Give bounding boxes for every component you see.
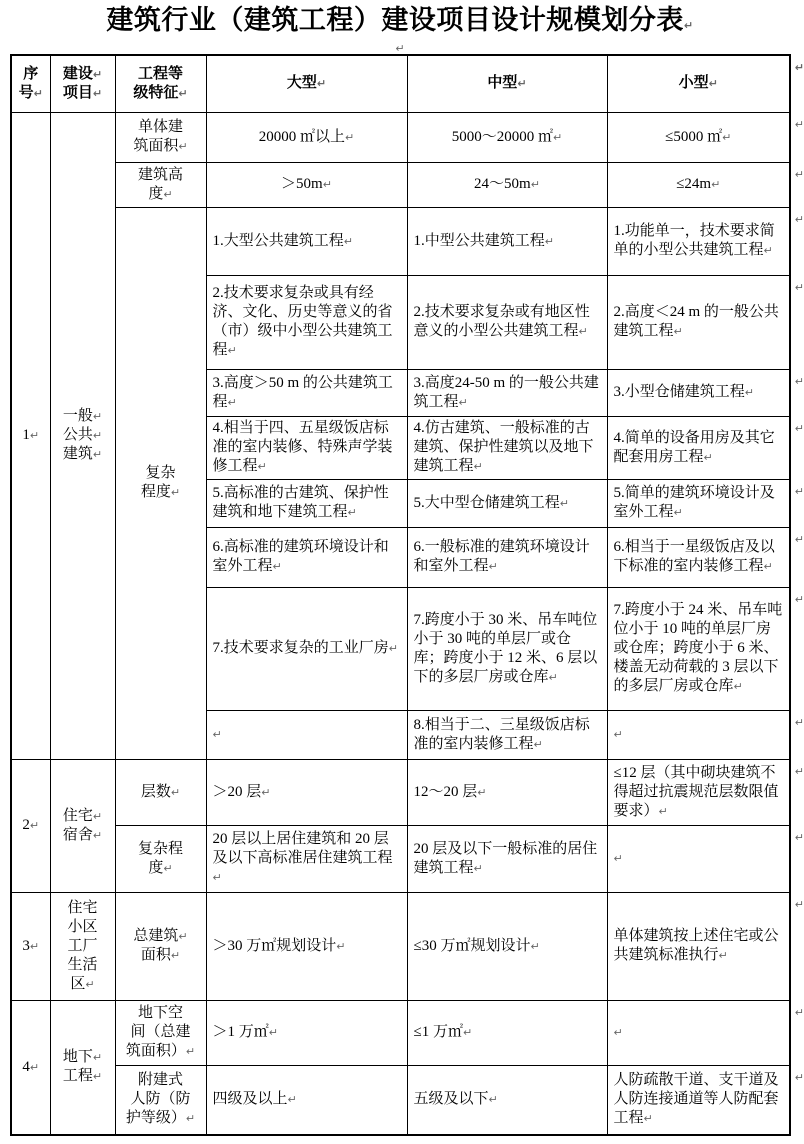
- paragraph-mark: ↵: [92, 448, 103, 461]
- header-small: [607, 55, 804, 112]
- header-text: 小型↵: [678, 75, 718, 92]
- cell-complex2-small: [607, 275, 804, 369]
- cell-text: 20 层及以下一般标准的居住建筑工程↵: [413, 840, 598, 876]
- paragraph-mark: ↵: [794, 715, 804, 729]
- cell-complex8-small: [607, 710, 804, 759]
- cell-grade-civildef: [115, 1065, 206, 1135]
- paragraph-mark: ↵: [533, 737, 543, 751]
- cell-complex-s2-small: [607, 825, 804, 892]
- table-row: [11, 207, 790, 275]
- cell-text: 4.相当于四、五星级饭店标准的室内装修、特殊声学装修工程↵: [212, 420, 393, 474]
- paragraph-mark: ↵: [227, 395, 237, 409]
- paragraph-mark: ↵: [170, 486, 181, 499]
- cell-complex6-large: [206, 527, 407, 587]
- paragraph-mark: ↵: [794, 374, 804, 388]
- cell-project-2: [50, 759, 115, 892]
- paragraph-mark: ↵: [92, 828, 103, 842]
- cell-complex5-small: [607, 479, 804, 527]
- paragraph-mark: ↵: [178, 140, 188, 153]
- paragraph-mark: ↵: [261, 785, 271, 799]
- paragraph-mark: ↵: [794, 1005, 804, 1019]
- paragraph-mark: ↵: [92, 67, 103, 81]
- paragraph-mark: ↵: [395, 42, 405, 55]
- cell-text: 层数↵: [140, 783, 181, 800]
- cell-text: 五级及以下↵: [413, 1091, 498, 1108]
- paragraph-mark: ↵: [794, 897, 804, 911]
- cell-complex1-small: [607, 207, 804, 275]
- cell-text: 地下空 间（总建 筑面积）↵: [125, 1005, 196, 1059]
- cell-complex4-medium: [407, 416, 607, 479]
- cell-text: 24～50m↵: [474, 176, 540, 192]
- cell-text: 7.技术要求复杂的工业厂房↵: [212, 640, 398, 656]
- paragraph-mark: [795, 372, 804, 391]
- cell-complex1-medium: [407, 207, 607, 275]
- paragraph-mark: ↵: [316, 77, 327, 91]
- paragraph-mark: [795, 210, 804, 229]
- paragraph-mark: [795, 58, 804, 77]
- paragraph-mark: ↵: [673, 325, 683, 338]
- paragraph-mark: ↵: [794, 532, 804, 546]
- paragraph-mark: ↵: [185, 1045, 196, 1058]
- paragraph-mark: ↵: [530, 178, 540, 191]
- paragraph-mark: ↵: [212, 728, 222, 741]
- paragraph-mark: ↵: [703, 450, 713, 464]
- paragraph-mark: ↵: [473, 460, 483, 473]
- cell-text: 20 层以上居住建筑和 20 层及以下高标准居住建筑工程↵: [212, 831, 393, 884]
- paragraph-mark: ↵: [488, 560, 498, 573]
- cell-text: 3.高度24-50 m 的一般公共建筑工程↵: [413, 374, 599, 410]
- cell-text: 四级及以上↵: [212, 1091, 297, 1108]
- cell-text: ≤5000 ㎡↵: [665, 128, 732, 145]
- cell-serial-2: [11, 759, 50, 892]
- paragraph-mark: ↵: [683, 19, 694, 32]
- paragraph-mark: ↵: [643, 1112, 653, 1126]
- paragraph-mark: ↵: [763, 560, 773, 573]
- page-title: 建筑行业（建筑工程）建设项目设计规模划分表↵: [106, 5, 694, 35]
- cell-text: 7.跨度小于 24 米、吊车吨位小于 10 吨的单层厂房或仓库；跨度小于 6 米、楼盖无动荷载的 3 层以下的多层厂房或仓库↵: [613, 602, 783, 694]
- cell-complex3-large: [206, 369, 407, 416]
- cell-text: 一般↵ 公共↵ 建筑↵: [62, 408, 103, 462]
- cell-height-small: [607, 162, 804, 207]
- cell-height-medium: [407, 162, 607, 207]
- cell-text: 2.高度＜24 m 的一般公共建筑工程↵: [613, 304, 779, 339]
- header-text: 中型↵: [487, 75, 527, 92]
- cell-complex4-large: [206, 416, 407, 479]
- cell-underground-large: [206, 1000, 407, 1065]
- table-row: [11, 1065, 790, 1135]
- paragraph-mark: ↵: [178, 930, 188, 943]
- cell-text: 20000 ㎡以上↵: [258, 128, 355, 145]
- paragraph-mark: ↵: [658, 804, 668, 818]
- paragraph-mark: ↵: [530, 939, 540, 953]
- cell-complex4-small: [607, 416, 804, 479]
- cell-grade-floors: [115, 759, 206, 825]
- table-row: [11, 759, 790, 825]
- cell-project-4: [50, 1000, 115, 1135]
- paragraph-mark: [795, 482, 804, 501]
- cell-text: 2↵: [22, 817, 40, 833]
- cell-text: 住宅 小区 工厂 生活 区↵: [67, 899, 98, 992]
- cell-complex6-medium: [407, 527, 607, 587]
- paragraph-mark: [795, 895, 804, 914]
- cell-text: 建筑高 度↵: [137, 166, 183, 202]
- cell-complex5-medium: [407, 479, 607, 527]
- cell-text: 5.高标准的古建筑、保护性建筑和地下建筑工程↵: [212, 485, 389, 520]
- paragraph-mark: ↵: [763, 244, 773, 257]
- paragraph-mark: ↵: [29, 819, 40, 832]
- paragraph-mark: [795, 713, 804, 732]
- cell-text: ＞1 万㎡↵: [212, 1024, 278, 1040]
- cell-text: 5.大中型仓储建筑工程↵: [413, 494, 569, 511]
- paragraph-mark: [795, 590, 804, 609]
- cell-text: 4.简单的设备用房及其它配套用房工程↵: [613, 429, 775, 465]
- cell-text: ≤30 万㎡规划设计↵: [413, 937, 540, 954]
- paragraph-mark: ↵: [29, 1060, 40, 1074]
- cell-complex1-large: [206, 207, 407, 275]
- cell-text: ＞30 万㎡规划设计↵: [212, 937, 346, 954]
- cell-complex6-small: [607, 527, 804, 587]
- paragraph-mark: ↵: [388, 642, 398, 655]
- paragraph-mark: [795, 115, 804, 134]
- cell-grade-height: [115, 162, 206, 207]
- cell-text: 单体建筑按上述住宅或公共建筑标准执行↵: [613, 928, 779, 963]
- paragraph-mark: ↵: [794, 167, 804, 181]
- paragraph-mark: ↵: [733, 680, 743, 693]
- paragraph-mark: ↵: [170, 785, 181, 799]
- header-medium: [407, 55, 607, 112]
- table-header-row: [11, 55, 790, 112]
- cell-text: ≤24m↵: [676, 176, 721, 192]
- paragraph-mark: ↵: [170, 949, 181, 962]
- cell-text: 8.相当于二、三星级饭店标准的室内装修工程↵: [413, 716, 590, 752]
- paragraph-mark: ↵: [343, 234, 353, 248]
- cell-text: 人防疏散干道、支干道及人防连接通道等人防配套工程↵: [613, 1072, 779, 1127]
- cell-totalarea-large: [206, 892, 407, 1000]
- paragraph-mark: [795, 828, 804, 847]
- paragraph-mark: ↵: [336, 939, 346, 953]
- paragraph-mark: ↵: [268, 1026, 278, 1039]
- cell-complex7-medium: [407, 587, 607, 710]
- cell-complex3-small: [607, 369, 804, 416]
- paragraph-mark: ↵: [33, 86, 43, 100]
- cell-project-3: [50, 892, 115, 1000]
- cell-underground-small: [607, 1000, 804, 1065]
- cell-text: 6.一般标准的建筑环境设计和室外工程↵: [413, 539, 590, 574]
- cell-text: 3.小型仓储建筑工程↵: [613, 384, 754, 400]
- paragraph-mark: ↵: [178, 86, 188, 100]
- table-row: [11, 112, 790, 162]
- cell-text: 地下↵ 工程↵: [62, 1049, 103, 1085]
- header-text: 序 号↵: [18, 65, 43, 101]
- cell-text: 1.大型公共建筑工程↵: [212, 232, 353, 249]
- cell-text: ≤1 万㎡↵: [413, 1024, 473, 1040]
- cell-text: [614, 1024, 623, 1040]
- cell-text: 6.相当于一星级饭店及以下标准的室内装修工程↵: [613, 539, 775, 574]
- paragraph-mark: [795, 530, 804, 549]
- paragraph-mark: ↵: [794, 421, 804, 435]
- paragraph-mark: [795, 1003, 804, 1022]
- cell-text: 7.跨度小于 30 米、吊车吨位小于 30 吨的单层厂或仓库；跨度小于 12 米、6 层以下的多层厂房或仓库↵: [413, 611, 598, 685]
- paragraph-mark: ↵: [92, 410, 103, 423]
- paragraph-mark: ↵: [212, 871, 222, 884]
- paragraph-mark: ↵: [92, 429, 103, 442]
- paragraph-mark: ↵: [29, 939, 40, 953]
- paragraph-mark: ↵: [29, 429, 40, 442]
- table-row: [11, 1000, 790, 1065]
- paragraph-mark: ↵: [559, 496, 569, 510]
- paragraph-mark: ↵: [477, 785, 487, 799]
- cell-height-large: [206, 162, 407, 207]
- paragraph-mark: ↵: [458, 395, 468, 409]
- paragraph-mark: ↵: [272, 560, 282, 573]
- cell-text: 住宅↵ 宿舍↵: [62, 807, 103, 843]
- cell-complex5-large: [206, 479, 407, 527]
- paragraph-mark: [795, 762, 804, 781]
- cell-complex-s2-large: [206, 825, 407, 892]
- paragraph-mark: ↵: [462, 1026, 473, 1039]
- cell-text: 6.高标准的建筑环境设计和室外工程↵: [212, 539, 389, 574]
- cell-text: 单体建 筑面积↵: [133, 119, 188, 154]
- header-text: 建设↵ 项目↵: [62, 65, 103, 101]
- cell-text: 5000～20000 ㎡↵: [451, 128, 563, 145]
- paragraph-mark: ↵: [794, 117, 804, 131]
- cell-text: ≤12 层（其中砌块建筑不得超过抗震规范层数限值要求）↵: [613, 764, 779, 819]
- paragraph-mark: ↵: [517, 77, 527, 91]
- cell-text: 2.技术要求复杂或有地区性意义的小型公共建筑工程↵: [413, 304, 590, 339]
- paragraph-mark: ↵: [613, 728, 623, 741]
- cell-complex8-large: [206, 710, 407, 759]
- paragraph-mark: ↵: [794, 1070, 804, 1084]
- header-project: [50, 55, 115, 112]
- paragraph-mark: ↵: [548, 670, 558, 684]
- cell-text: 1↵: [22, 427, 40, 443]
- empty-paragraph: [0, 42, 800, 54]
- paragraph-mark: ↵: [708, 77, 718, 91]
- cell-text: 1.功能单一，技术要求简单的小型公共建筑工程↵: [613, 223, 775, 258]
- cell-text: 3↵: [22, 937, 40, 954]
- cell-underground-medium: [407, 1000, 607, 1065]
- cell-text: 1.中型公共建筑工程↵: [413, 232, 554, 249]
- header-serial: [11, 55, 50, 112]
- paragraph-mark: ↵: [553, 130, 563, 144]
- paragraph-mark: ↵: [185, 1112, 196, 1126]
- cell-serial-1: [11, 112, 50, 759]
- cell-complex2-large: [206, 275, 407, 369]
- paragraph-mark: ↵: [488, 1093, 498, 1107]
- cell-text: [614, 850, 623, 866]
- paragraph-mark: ↵: [794, 592, 804, 606]
- paragraph-mark: ↵: [473, 861, 483, 875]
- cell-civildef-medium: [407, 1065, 607, 1135]
- paragraph-mark: ↵: [613, 1026, 623, 1039]
- cell-text: 3.高度＞50 m 的公共建筑工程↵: [212, 374, 393, 410]
- cell-text: 复杂程 度↵: [137, 840, 183, 876]
- paragraph-mark: ↵: [92, 86, 103, 100]
- paragraph-mark: ↵: [722, 130, 732, 144]
- cell-project-1: [50, 112, 115, 759]
- paragraph-mark: ↵: [92, 1070, 103, 1084]
- cell-text: 2.技术要求复杂或具有经济、文化、历史等意义的省（市）级中小型公共建筑工程↵: [212, 285, 393, 358]
- paragraph-mark: ↵: [794, 830, 804, 844]
- paragraph-mark: [795, 419, 804, 438]
- paragraph-mark: ↵: [92, 809, 103, 823]
- cell-text: 4↵: [22, 1058, 40, 1075]
- paragraph-mark: ↵: [673, 506, 683, 519]
- paragraph-mark: ↵: [287, 1093, 297, 1107]
- paragraph-mark: ↵: [613, 852, 623, 865]
- cell-complex3-medium: [407, 369, 607, 416]
- cell-grade-totalarea: [115, 892, 206, 1000]
- paragraph-mark: ↵: [163, 187, 173, 201]
- cell-text: 5.简单的建筑环境设计及室外工程↵: [613, 485, 775, 520]
- paragraph-mark: ↵: [794, 484, 804, 498]
- scale-table: [10, 54, 804, 1136]
- paragraph-mark: ↵: [257, 460, 267, 473]
- cell-grade-complex2: [115, 825, 206, 892]
- table-row: [11, 162, 790, 207]
- cell-text: 总建筑↵ 面积↵: [133, 928, 188, 963]
- cell-text: ＞50m↵: [281, 176, 332, 192]
- paragraph-mark: [795, 1068, 804, 1087]
- cell-civildef-large: [206, 1065, 407, 1135]
- cell-grade-complex: [115, 207, 206, 759]
- cell-complex8-medium: [407, 710, 607, 759]
- paragraph-mark: [795, 278, 804, 297]
- cell-text: 12～20 层↵: [413, 783, 487, 800]
- paragraph-mark: ↵: [163, 861, 173, 875]
- table-row: [11, 825, 790, 892]
- paragraph-mark: ↵: [85, 977, 95, 991]
- paragraph-mark: ↵: [794, 280, 804, 294]
- cell-text: 附建式 人防（防 护等级）↵: [125, 1072, 196, 1127]
- cell-area-small: [607, 112, 804, 162]
- cell-text: ＞20 层↵: [212, 783, 271, 800]
- paragraph-mark: ↵: [92, 1051, 103, 1065]
- cell-floors-large: [206, 759, 407, 825]
- paragraph-mark: ↵: [322, 178, 332, 191]
- paragraph-mark: ↵: [794, 61, 804, 74]
- cell-civildef-small: [607, 1065, 804, 1135]
- paragraph-mark: ↵: [347, 506, 357, 519]
- cell-complex-s2-medium: [407, 825, 607, 892]
- cell-text: 4.仿古建筑、一般标准的古建筑、保护性建筑以及地下建筑工程↵: [413, 420, 594, 474]
- header-grade: [115, 55, 206, 112]
- cell-serial-3: [11, 892, 50, 1000]
- cell-totalarea-medium: [407, 892, 607, 1000]
- paragraph-mark: ↵: [718, 949, 728, 962]
- cell-floors-medium: [407, 759, 607, 825]
- paragraph-mark: ↵: [794, 764, 804, 778]
- cell-grade-area: [115, 112, 206, 162]
- paragraph-mark: ↵: [345, 130, 355, 144]
- paragraph-mark: ↵: [578, 325, 588, 338]
- cell-serial-4: [11, 1000, 50, 1135]
- cell-complex2-medium: [407, 275, 607, 369]
- cell-complex7-large: [206, 587, 407, 710]
- cell-text: [213, 726, 222, 742]
- table-row: [11, 892, 790, 1000]
- paragraph-mark: [795, 165, 804, 184]
- paragraph-mark: ↵: [227, 344, 237, 357]
- header-text: 工程等 级特征↵: [133, 65, 188, 101]
- cell-totalarea-small: [607, 892, 804, 1000]
- paragraph-mark: ↵: [544, 234, 554, 248]
- cell-text: 复杂 程度↵: [140, 465, 181, 500]
- paragraph-mark: ↵: [711, 178, 721, 191]
- cell-area-large: [206, 112, 407, 162]
- cell-text: [614, 726, 623, 742]
- cell-complex7-small: [607, 587, 804, 710]
- header-text: 大型↵: [286, 75, 327, 92]
- header-large: [206, 55, 407, 112]
- cell-floors-small: [607, 759, 804, 825]
- cell-grade-underground: [115, 1000, 206, 1065]
- paragraph-mark: ↵: [794, 212, 804, 226]
- paragraph-mark: [395, 42, 404, 55]
- paragraph-mark: ↵: [744, 386, 754, 399]
- cell-area-medium: [407, 112, 607, 162]
